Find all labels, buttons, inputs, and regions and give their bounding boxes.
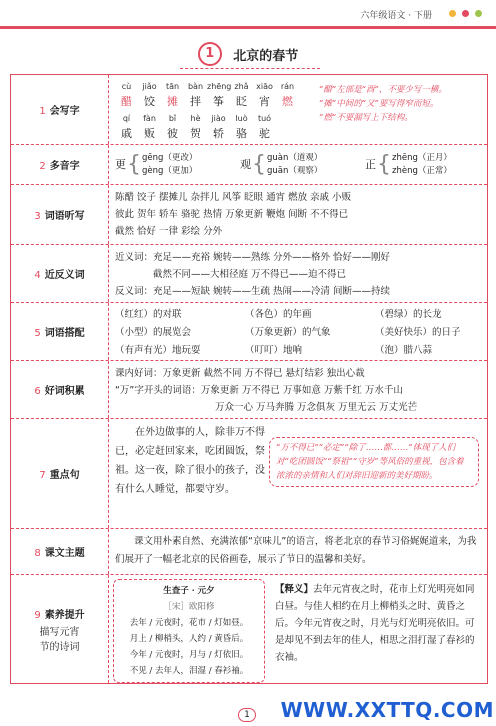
lesson-number: 1 [198,42,222,66]
pinyin: xiāo [256,82,273,91]
pinyin: fàn [143,114,156,123]
pinyin: cù [121,82,132,91]
char-line-2 [115,126,481,141]
pinyin: tān [165,82,180,91]
row-good-words [11,361,487,419]
character: 驼 [259,127,270,140]
top-divider [0,26,496,29]
character: 贩 [144,127,155,140]
row-label: 6 好词积累 [11,361,109,418]
character: 醋 [121,95,132,108]
poly-content [109,145,487,184]
row-label: 9 素养提升 描写元宵 节的诗词 [11,575,109,683]
lesson-title [0,42,496,66]
watermark: WWW.XXTTQ.COM [280,698,494,722]
synonym-content: 近义词：充足——充裕 婉转——熟练 分外——格外 恰好——刚好 截然不同——大相径庭 万不得已——迫不得已 反义词：充足——短缺 婉转——生疏 热闹——冷清 间断——持续 [115,252,391,297]
poly-item: 更 { gēng（更改） gèng（更加） [115,152,198,177]
title-underline [180,68,320,69]
decor-dots [449,10,482,17]
row-label: 8 课文主题 [11,529,109,574]
row-label: 3 词语听写 [11,185,109,244]
study-table [10,74,488,684]
good-words-content: 课内好词：万象更新 截然不同 万不得已 悬灯结彩 独出心裁 “万”字开头的词语：万象更新 万不得已 万事如意 万紫千红 万水千山 万众一心 万马奔腾 万念俱灰 万里无云 万丈光芒 [115,368,418,413]
character: 燃 [282,95,293,108]
row-theme [11,529,487,575]
character: 宵 [259,95,270,108]
book-label: 六年级语文 · 下册 [360,11,432,21]
pinyin: bǐ [168,114,177,123]
character: 饺 [144,95,155,108]
theme-content: 课文用朴素自然、充满浓郁“京味儿”的语言，将老北京的春节习俗娓娓道来，为我们展开了一幅老北京的民俗画卷，展示了节日的温馨和美好。 [115,536,477,565]
pinyin: tuó [257,114,272,123]
write-notes: “醋”左部是“酉”，不要少写一横。 “摊”中间的“又”要写得窄而短。 “燃”不要漏写上下结构。 [319,85,447,123]
dictation-content: 陈醋 饺子 摆摊儿 杂拌儿 风筝 眨眼 通宵 燃放 亲戚 小贩 彼此 贺年 轿车 骆驼 热情 万象更新 鞭炮 间断 不不得已 截然 恰好 一律 彩绘 分外 [115,192,352,237]
lesson-title-text: 北京的春节 [233,48,299,64]
row-label: 1 会写字 [11,75,109,144]
poem-explanation: 【释义】去年元宵夜之时，花市上灯光明亮如同白昼。与佳人相约在月上柳梢头之时、黄昏之后。今年元宵夜之时，月光与灯光明亮依旧。可是却见不到去年的佳人，相思之泪打湿了春衫的衣袖。 [275,584,475,663]
character: 眨 [236,95,247,108]
poem-content [109,575,487,683]
row-key-sentence [11,419,487,529]
poly-item: 观 { guàn（道观） guān（观察） [240,152,323,177]
character: 拌 [190,95,201,108]
pinyin: zhǎ [234,82,249,91]
row-dictation [11,185,487,245]
collocation-content: （红红）的对联 （各色）的年画 （碧绿）的长龙 （小型）的展览会 （万象更新）的气象 （美好快乐）的日子 （有声有光）地玩耍 （叮叮）地响 （泡）腊八蒜 [115,309,461,356]
poly-item: 正 { zhēng（正月） zhèng（正常） [365,152,452,177]
row-write [11,75,487,145]
pinyin: qí [122,114,131,123]
pinyin: rán [280,82,295,91]
pinyin: zhēng [207,82,232,91]
row-label: 2 多音字 [11,145,109,184]
row-poly [11,145,487,185]
row-label: 5 词语搭配 [11,303,109,360]
pinyin: hè [190,114,201,123]
pinyin: jiǎo [142,82,157,91]
row-poem [11,575,487,683]
write-content [109,75,487,144]
row-label: 7 重点句 [11,419,109,528]
character: 骆 [236,127,247,140]
key-sentence-content: 在外边做事的人，除非万不得已，必定赶回家来，吃团圆饭，祭祖。这一夜，除了很小的孩子，没有什么人睡觉，都要守岁。 “万不得已”“必定”“除了……都……”体现了人们对“吃团圆饭”“祭祖”“守岁”等风俗的重视，包含着浓浓的亲情和人们对辞旧迎新的美好期盼。 [109,419,487,528]
row-synonyms [11,245,487,303]
page-number: 1 [238,708,256,722]
character: 摊 [167,95,178,108]
poem-box: 生查子 · 元夕 ［宋］欧阳修 去年 / 元夜时，花市 / 灯如昼。 月上 / 柳梢头，人约 / 黄昏后。 今年 / 元夜时，月与 / 灯依旧。 不见 / 去年人，泪湿 / 春衫袖。 [113,579,265,683]
dot-pink [462,10,469,17]
key-sentence-note: “万不得已”“必定”“除了……都……”体现了人们对“吃团圆饭”“祭祖”“守岁”等风俗的重视，包含着浓浓的亲情和人们对辞旧迎新的美好期盼。 [269,437,479,487]
character: 戚 [121,127,132,140]
character: 彼 [167,127,178,140]
dot-yellow [449,10,456,17]
pinyin: jiào [211,114,226,123]
character: 轿 [213,127,224,140]
pinyin: bàn [187,82,204,91]
character: 贺 [190,127,201,140]
row-collocation [11,303,487,361]
pinyin: luò [235,114,248,123]
character: 筝 [213,95,224,108]
row-label: 4 近反义词 [11,245,109,302]
dot-green [475,10,482,17]
top-bar [0,0,496,30]
